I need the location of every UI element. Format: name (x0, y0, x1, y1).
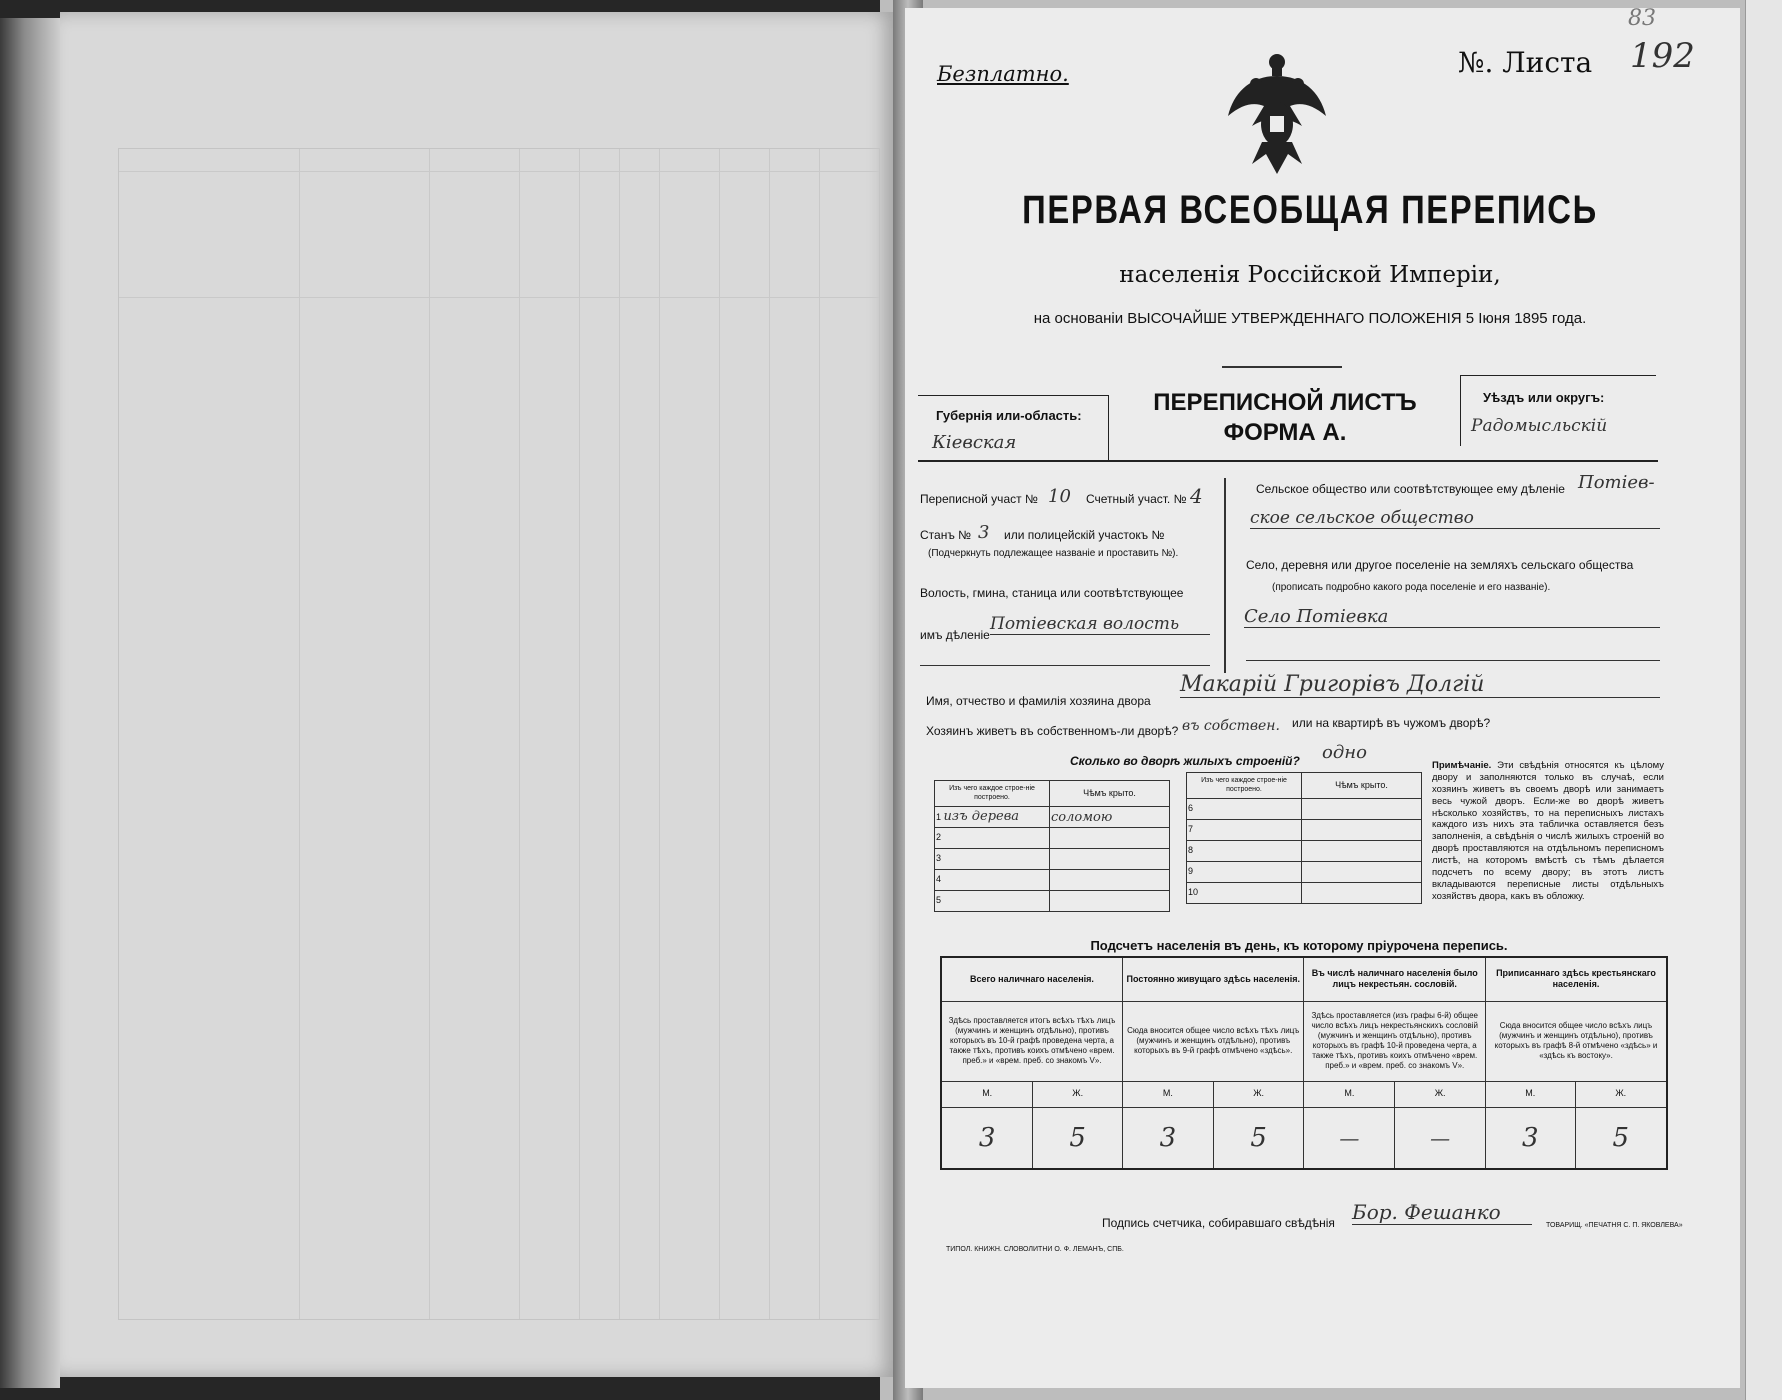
m-label: М. (1485, 1081, 1575, 1107)
buildings-value: одно (1322, 742, 1367, 763)
row-number: 7 (1187, 820, 1302, 841)
count-value: — (1304, 1107, 1395, 1169)
buildings-table-right (1186, 772, 1422, 904)
printer-left: ТИПОЛ. КНИЖН. СЛОВОЛИТНИ О. Ф. ЛЕМАНЪ, СПБ. (946, 1246, 1124, 1253)
row-number: 2 (935, 828, 1050, 849)
owner-value: Макарій Григорівъ Долгій (1180, 672, 1660, 698)
count-desc-3: Здѣсь проставляется (изъ графы 6-й) общее число всѣхъ лицъ некрестьянскихъ сословій (мужчинъ и женщинъ отдѣльно), противъ которыхъ въ графѣ 10-й проведена черта, а также тѣхъ, противъ коихъ отмѣчено «врем. преб.» и «врем. преб. со знакомъ V». (1304, 1001, 1486, 1081)
stan-value: 3 (978, 522, 990, 543)
population-count-table (940, 956, 1668, 1170)
volost-line (920, 665, 1210, 666)
m-label: М. (1304, 1081, 1395, 1107)
census-district-label: Переписной участ № (920, 492, 1038, 506)
count-head-4: Приписаннаго здѣсь крестьянскаго населенія. (1485, 957, 1667, 1001)
buildings-label: Сколько во дворѣ жилыхъ строеній? (1070, 754, 1300, 768)
row-number: 1 (936, 811, 942, 822)
count-value: 5 (1575, 1107, 1667, 1169)
count-value: 5 (1033, 1107, 1123, 1169)
district-value: Радомысльскій (1471, 416, 1608, 436)
note-label: Примѣчаніе. (1432, 760, 1492, 771)
district-box (1460, 375, 1656, 446)
province-value: Кіевская (932, 432, 1017, 453)
census-district-value: 10 (1048, 486, 1071, 507)
col-roof: Чѣмъ крыто. (1302, 773, 1422, 799)
material-value: изъ дерева (943, 808, 1020, 824)
m-label: М. (941, 1081, 1033, 1107)
form-title-line2: ФОРМА А. (1223, 419, 1347, 446)
sheet-number-label: №. Листа (1458, 46, 1593, 79)
province-label: Губернія или-область: (936, 408, 1082, 423)
lives-value: въ собствен. (1182, 718, 1280, 734)
signature-value: Бор. Фешанко (1352, 1200, 1532, 1225)
corner-mark: 83 (1628, 6, 1656, 31)
count-desc-2: Сюда вносится общее число всѣхъ тѣхъ лицъ (мужчинъ и женщинъ отдѣльно), противъ которыхъ въ 9-й графѣ отмѣчено «здѣсь». (1122, 1001, 1304, 1081)
census-basis: на основаніи ВЫСОЧАЙШЕ УТВЕРЖДЕННАГО ПОЛОЖЕНІЯ 5 Іюня 1895 года. (1033, 310, 1587, 327)
volost-label-2: имъ дѣленіе (920, 628, 990, 642)
province-box (918, 395, 1109, 461)
society-value-2: ское сельское общество (1250, 508, 1660, 529)
row-number: 9 (1187, 862, 1302, 883)
row-number: 4 (935, 870, 1050, 891)
district-label: Уѣздъ или округъ: (1483, 390, 1605, 405)
buildings-table-left (934, 780, 1170, 912)
village-value: Село Потіевка (1244, 606, 1660, 628)
count-head-1: Всего наличнаго населенія. (941, 957, 1122, 1001)
row-number: 5 (935, 891, 1050, 912)
volost-value: Потіевская волость (990, 614, 1210, 635)
count-value: — (1395, 1107, 1486, 1169)
sheet-number-value: 192 (1630, 36, 1695, 76)
owner-label: Имя, отчество и фамилія хозяина двора (926, 694, 1151, 708)
next-sheet-edge (1745, 0, 1782, 1400)
m-label: М. (1122, 1081, 1213, 1107)
count-value: 3 (1485, 1107, 1575, 1169)
count-head-2: Постоянно живущаго здѣсь населенія. (1122, 957, 1304, 1001)
count-value: 3 (1122, 1107, 1213, 1169)
row-number: 8 (1187, 841, 1302, 862)
roof-value: соломою (1050, 807, 1170, 828)
fields-divider (1224, 478, 1226, 673)
header-rule (918, 460, 1658, 462)
stan-label: Станъ № (920, 528, 972, 542)
left-page-faint-grid (118, 148, 880, 1320)
free-label: Безплатно. (937, 62, 1069, 86)
lives-label-1: Хозяинъ живетъ въ собственномъ-ли дворѣ? (926, 724, 1179, 738)
col-roof: Чѣмъ крыто. (1050, 781, 1170, 807)
signature-label: Подпись счетчика, собиравшаго свѣдѣнія (1102, 1216, 1335, 1230)
count-value: 3 (941, 1107, 1033, 1169)
left-page-stack (0, 18, 60, 1388)
society-label: Сельское общество или соотвѣтствующее ему дѣленіе (1256, 482, 1565, 496)
col-material: Изъ чего каждое строе-ніе построено. (1187, 773, 1302, 799)
count-district-label: Счетный участ. № (1086, 492, 1187, 506)
village-note: (прописать подробно какого рода поселеніе и его названіе). (1272, 582, 1551, 593)
village-label: Село, деревня или другое поселеніе на земляхъ сельскаго общества (1246, 558, 1634, 572)
imperial-eagle-icon (1222, 46, 1332, 178)
census-title: ПЕРВАЯ ВСЕОБЩАЯ ПЕРЕПИСЬ (1022, 188, 1598, 232)
col-material: Изъ чего каждое строе-ніе построено. (935, 781, 1050, 807)
census-subtitle: населенія Россійской Имперіи, (1119, 262, 1501, 288)
form-title-line1: ПЕРЕПИСНОЙ ЛИСТЪ (1153, 389, 1417, 416)
row-number: 10 (1187, 883, 1302, 904)
count-desc-4: Сюда вносится общее число всѣхъ лицъ (мужчинъ и женщинъ отдѣльно), противъ которыхъ въ графѣ 8-й отмѣчено «здѣсь» и «здѣсь къ востоку». (1485, 1001, 1667, 1081)
divider-ornament (1222, 366, 1342, 368)
note (1432, 760, 1664, 903)
count-value: 5 (1213, 1107, 1304, 1169)
printer-right: ТОВАРИЩ. «ПЕЧАТНЯ С. П. ЯКОВЛЕВА» (1546, 1222, 1683, 1229)
f-label: Ж. (1575, 1081, 1667, 1107)
form-title (1110, 388, 1460, 448)
stan-note: (Подчеркнуть подлежащее названіе и проставить №). (928, 548, 1179, 559)
note-text: Эти свѣдѣнія относятся къ цѣлому двору и заполняются только въ случаѣ, если хозяинъ живетъ въ своемъ дворѣ или занимаетъ весь чужой дворъ. Если-же во дворѣ живетъ нѣсколько хозяйствъ, то на переписныхъ листахъ каждого изъ нихъ эта табличка оставляется безъ заполненія, а свѣдѣнія о числѣ жилыхъ строеній во дворѣ проставляются на отдѣльномъ переписномъ листѣ, на которомъ вмѣстѣ съ тѣмъ дѣлается подсчетъ по всему двору; въ этотъ листъ вкладываются переписные листы отдѣльныхъ хозяйствъ двора, какъ въ обложку. (1432, 760, 1665, 902)
volost-label: Волость, гмина, станица или соотвѣтствующее (920, 586, 1184, 600)
row-number: 6 (1187, 799, 1302, 820)
count-desc-1: Здѣсь проставляется итогъ всѣхъ тѣхъ лицъ (мужчинъ и женщинъ отдѣльно), противъ которыхъ въ 10-й графѣ проведена черта, а также тѣхъ, противъ коихъ отмѣчено «врем. преб.» и «врем. преб. со знакомъ V». (941, 1001, 1122, 1081)
count-head-3: Въ числѣ наличнаго населенія было лицъ некрестьян. сословій. (1304, 957, 1486, 1001)
police-label: или полицейскій участокъ № (1004, 528, 1165, 542)
count-title: Подсчетъ населенія въ день, къ которому пріурочена перепись. (1090, 938, 1508, 953)
count-district-value: 4 (1190, 484, 1203, 508)
f-label: Ж. (1033, 1081, 1123, 1107)
village-line (1246, 660, 1660, 661)
f-label: Ж. (1395, 1081, 1486, 1107)
f-label: Ж. (1213, 1081, 1304, 1107)
society-value-1: Потіев- (1578, 472, 1655, 493)
row-number: 3 (935, 849, 1050, 870)
lives-label-2: или на квартирѣ въ чужомъ дворѣ? (1292, 716, 1491, 730)
